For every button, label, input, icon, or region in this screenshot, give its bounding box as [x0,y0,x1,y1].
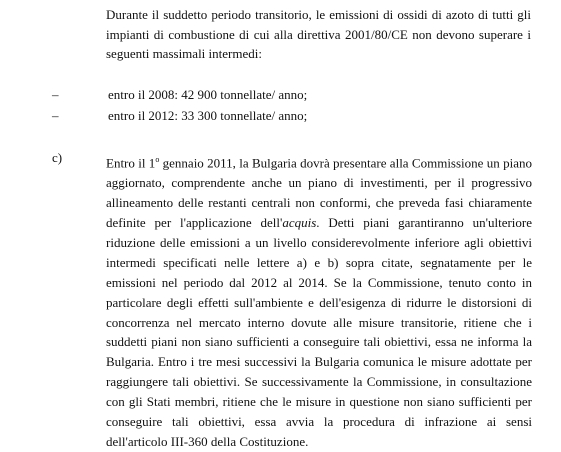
paragraph-text-mid: gennaio 2011, la Bulgaria dovrà presentare alla Commissione un piano aggiornato, comprendente anche un piano di investimenti, per il progressivo allineamento delle restanti centrali non conformi, che preveda fasi chiaramente definite per l'applicazione dell' [106,155,533,231]
paragraph-label: c) [52,150,63,165]
list-dash: – [52,87,59,102]
paragraph-text-start: Entro il 1 [106,155,156,171]
intro-paragraph: Durante il suddetto periodo transitorio, le emissioni di ossidi di azoto di tutti gli impianti di combustione di cui alla direttiva 2001/80/CE non devono superare i seguenti massimali intermedi: [106,7,531,61]
paragraph-text-end: . Detti piani garantiranno un'ulteriore riduzione delle emissioni a un livello considerevolmente inferiore agli obiettivi intermedi specificati nelle lettere a) e b) sopra citate, segnatamente per le emissioni nel periodo dal 2012 al 2014. Se la Commissione, tenuto conto in particolare degli effetti sull'ambiente e dell'esigenza di ridurre le distorsioni di concorrenza nel mercato interno dovute alle misure transitorie, ritiene che i suddetti piani non siano sufficienti a conseguire tali obiettivi, essa ne informa la Bulgaria. Entro i tre mesi successivi la Bulgaria comunica le misure adottate per raggiungere tali obiettivi. Se successivamente la Commissione, in consultazione con gli Stati membri, ritiene che le misure in questione non siano sufficienti per conseguire tali obiettivi, essa avvia la procedura di infrazione ai sensi dell'articolo III-360 della Costituzione. [106,215,533,450]
list-item-text: entro il 2008: 42 900 tonnellate/ anno; [108,87,308,102]
list-item-text: entro il 2012: 33 300 tonnellate/ anno; [108,108,308,123]
acquis-term: acquis [282,215,317,231]
ordinal-superscript: o [155,155,160,164]
list-dash: – [52,108,59,123]
paragraph-body [106,150,532,452]
